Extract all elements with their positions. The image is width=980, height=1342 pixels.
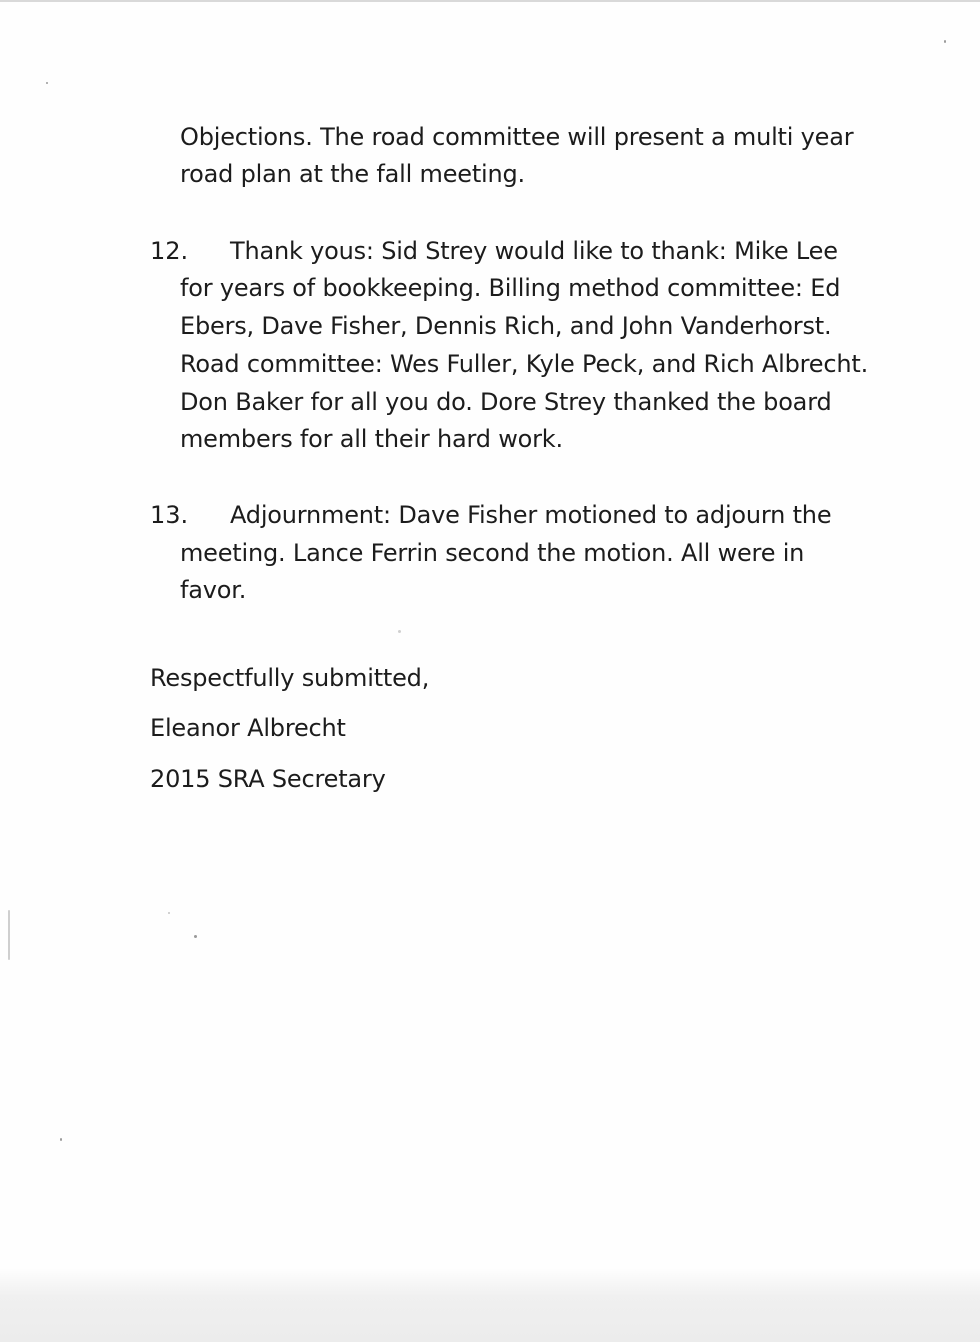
paragraph-line: Adjournment: Dave Fisher motioned to adjourn the: [230, 501, 832, 529]
paragraph-line: Thank yous: Sid Strey would like to thank: Mike Lee: [230, 237, 838, 265]
page-top-edge: [0, 0, 980, 2]
paragraph-line: road plan at the fall meeting.: [180, 160, 525, 188]
signer-name: Eleanor Albrecht: [150, 714, 346, 742]
scan-speck: [944, 40, 946, 43]
scan-mark: [8, 910, 10, 960]
paragraph-line: members for all their hard work.: [180, 425, 563, 453]
item-number: 13.: [150, 501, 189, 529]
paragraph-line: meeting. Lance Ferrin second the motion. All were in: [180, 539, 805, 567]
scan-speck: [168, 912, 170, 914]
signer-title: 2015 SRA Secretary: [150, 765, 386, 793]
scan-speck: [60, 1138, 62, 1141]
closing-text: Respectfully submitted,: [150, 664, 430, 692]
paragraph-line: favor.: [180, 576, 247, 604]
scan-speck: [398, 630, 401, 633]
paragraph-line: Ebers, Dave Fisher, Dennis Rich, and John Vanderhorst.: [180, 312, 832, 340]
item-number: 12.: [150, 237, 189, 265]
paragraph-line: Road committee: Wes Fuller, Kyle Peck, and Rich Albrecht.: [180, 350, 868, 378]
paragraph-line: Don Baker for all you do. Dore Strey thanked the board: [180, 388, 832, 416]
page-bottom-shadow: [0, 1268, 980, 1342]
paragraph-line: for years of bookkeeping. Billing method committee: Ed: [180, 274, 841, 302]
paragraph-line: Objections. The road committee will present a multi year: [180, 123, 854, 151]
scan-speck: [194, 935, 197, 938]
scan-speck: [46, 82, 48, 84]
